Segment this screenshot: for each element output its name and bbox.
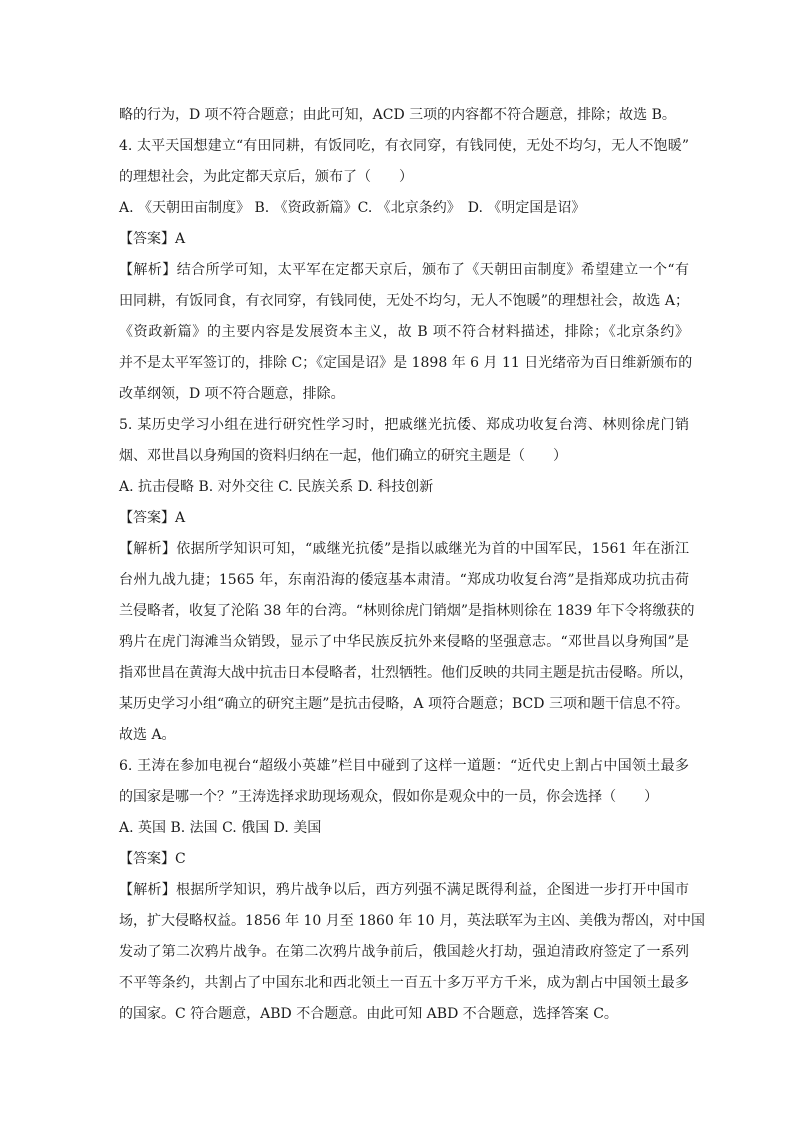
question-line: 的理想社会，为此定都天京后，颁布了（ ） — [119, 169, 413, 185]
analysis-line: 故选 A。 — [119, 727, 176, 743]
question-line: 6. 王涛在参加电视台“超级小英雄”栏目中碰到了这样一道题：“近代史上割占中国领土最多 — [119, 758, 689, 774]
analysis-line: 改革纲领，D 项不符合题意，排除。 — [119, 386, 345, 402]
answer-line: 【答案】C — [119, 851, 186, 867]
analysis-line: 某历史学习小组“确立的研究主题”是抗击侵略，A 项符合题意；BCD 三项和题干信息不符。 — [119, 696, 689, 712]
answer-line: 【答案】A — [119, 231, 186, 247]
options-line: A. 抗击侵略 B. 对外交往 C. 民族关系 D. 科技创新 — [119, 479, 434, 495]
answer-line: 【答案】A — [119, 510, 186, 526]
analysis-line: 鸦片在虎门海滩当众销毁，显示了中华民族反抗外来侵略的坚强意志。“邓世昌以身殉国”是 — [119, 634, 689, 650]
analysis-line: 【解析】依据所学知识可知，“戚继光抗倭”是指以戚继光为首的中国军民，1561 年在浙江 — [119, 541, 689, 557]
analysis-line: 兰侵略者，收复了沦陷 38 年的台湾。“林则徐虎门销烟”是指林则徐在 1839 年下令将缴获的 — [119, 603, 695, 619]
analysis-line: 并不是太平军签订的，排除 C；《定国是诏》是 1898 年 6 月 11 日光绪帝为百日维新颁布的 — [119, 355, 693, 371]
document-body — [119, 100, 706, 1030]
analysis-line: 【解析】根据所学知识，鸦片战争以后，西方列强不满足既得利益，企图进一步打开中国市 — [119, 882, 689, 898]
analysis-line: 【解析】结合所学可知，太平军在定都天京后，颁布了《天朝田亩制度》希望建立一个“有 — [119, 262, 689, 278]
analysis-line: 发动了第二次鸦片战争。在第二次鸦片战争前后，俄国趁火打劫，强迫清政府签定了一系列 — [119, 944, 689, 960]
analysis-line: 场，扩大侵略权益。1856 年 10 月至 1860 年 10 月，英法联军为主凶、美俄为帮凶，对中国 — [119, 913, 706, 929]
question-line: 烟、邓世昌以身殉国的资料归纳在一起，他们确立的研究主题是（ ） — [119, 448, 567, 464]
text-line: 略的行为，D 项不符合题意；由此可知，ACD 三项的内容都不符合题意，排除；故选 B。 — [119, 107, 676, 123]
question-line: 的国家是哪一个？”王涛选择求助现场观众，假如你是观众中的一员，你会选择（ ） — [119, 789, 659, 805]
options-line: A. 英国 B. 法国 C. 俄国 D. 美国 — [119, 820, 322, 836]
question-line: 4. 太平天国想建立“有田同耕，有饭同吃，有衣同穿，有钱同使，无处不均匀，无人不饱暖” — [119, 138, 689, 154]
analysis-line: 田同耕，有饭同食，有衣同穿，有钱同使，无处不均匀，无人不饱暖”的理想社会，故选 A； — [119, 293, 689, 309]
analysis-line: 的国家。C 符合题意，ABD 不合题意。由此可知 ABD 不合题意，选择答案 C。 — [119, 1006, 618, 1022]
question-line: 5. 某历史学习小组在进行研究性学习时，把戚继光抗倭、郑成功收复台湾、林则徐虎门销 — [119, 417, 689, 433]
analysis-line: 台州九战九捷；1565 年，东南沿海的倭寇基本肃清。“郑成功收复台湾”是指郑成功抗击荷 — [119, 572, 689, 588]
analysis-line: 指邓世昌在黄海大战中抗击日本侵略者，壮烈牺牲。他们反映的共同主题是抗击侵略。所以， — [119, 665, 693, 681]
document-page — [119, 100, 706, 1030]
analysis-line: 不平等条约，共割占了中国东北和西北领土一百五十多万平方千米，成为割占中国领土最多 — [119, 975, 689, 991]
options-line: A. 《天朝田亩制度》 B. 《资政新篇》C. 《北京条约》 D. 《明定国是诏》 — [119, 200, 586, 216]
analysis-line: 《资政新篇》的主要内容是发展资本主义，故 B 项不符合材料描述，排除；《北京条约》 — [119, 324, 689, 340]
